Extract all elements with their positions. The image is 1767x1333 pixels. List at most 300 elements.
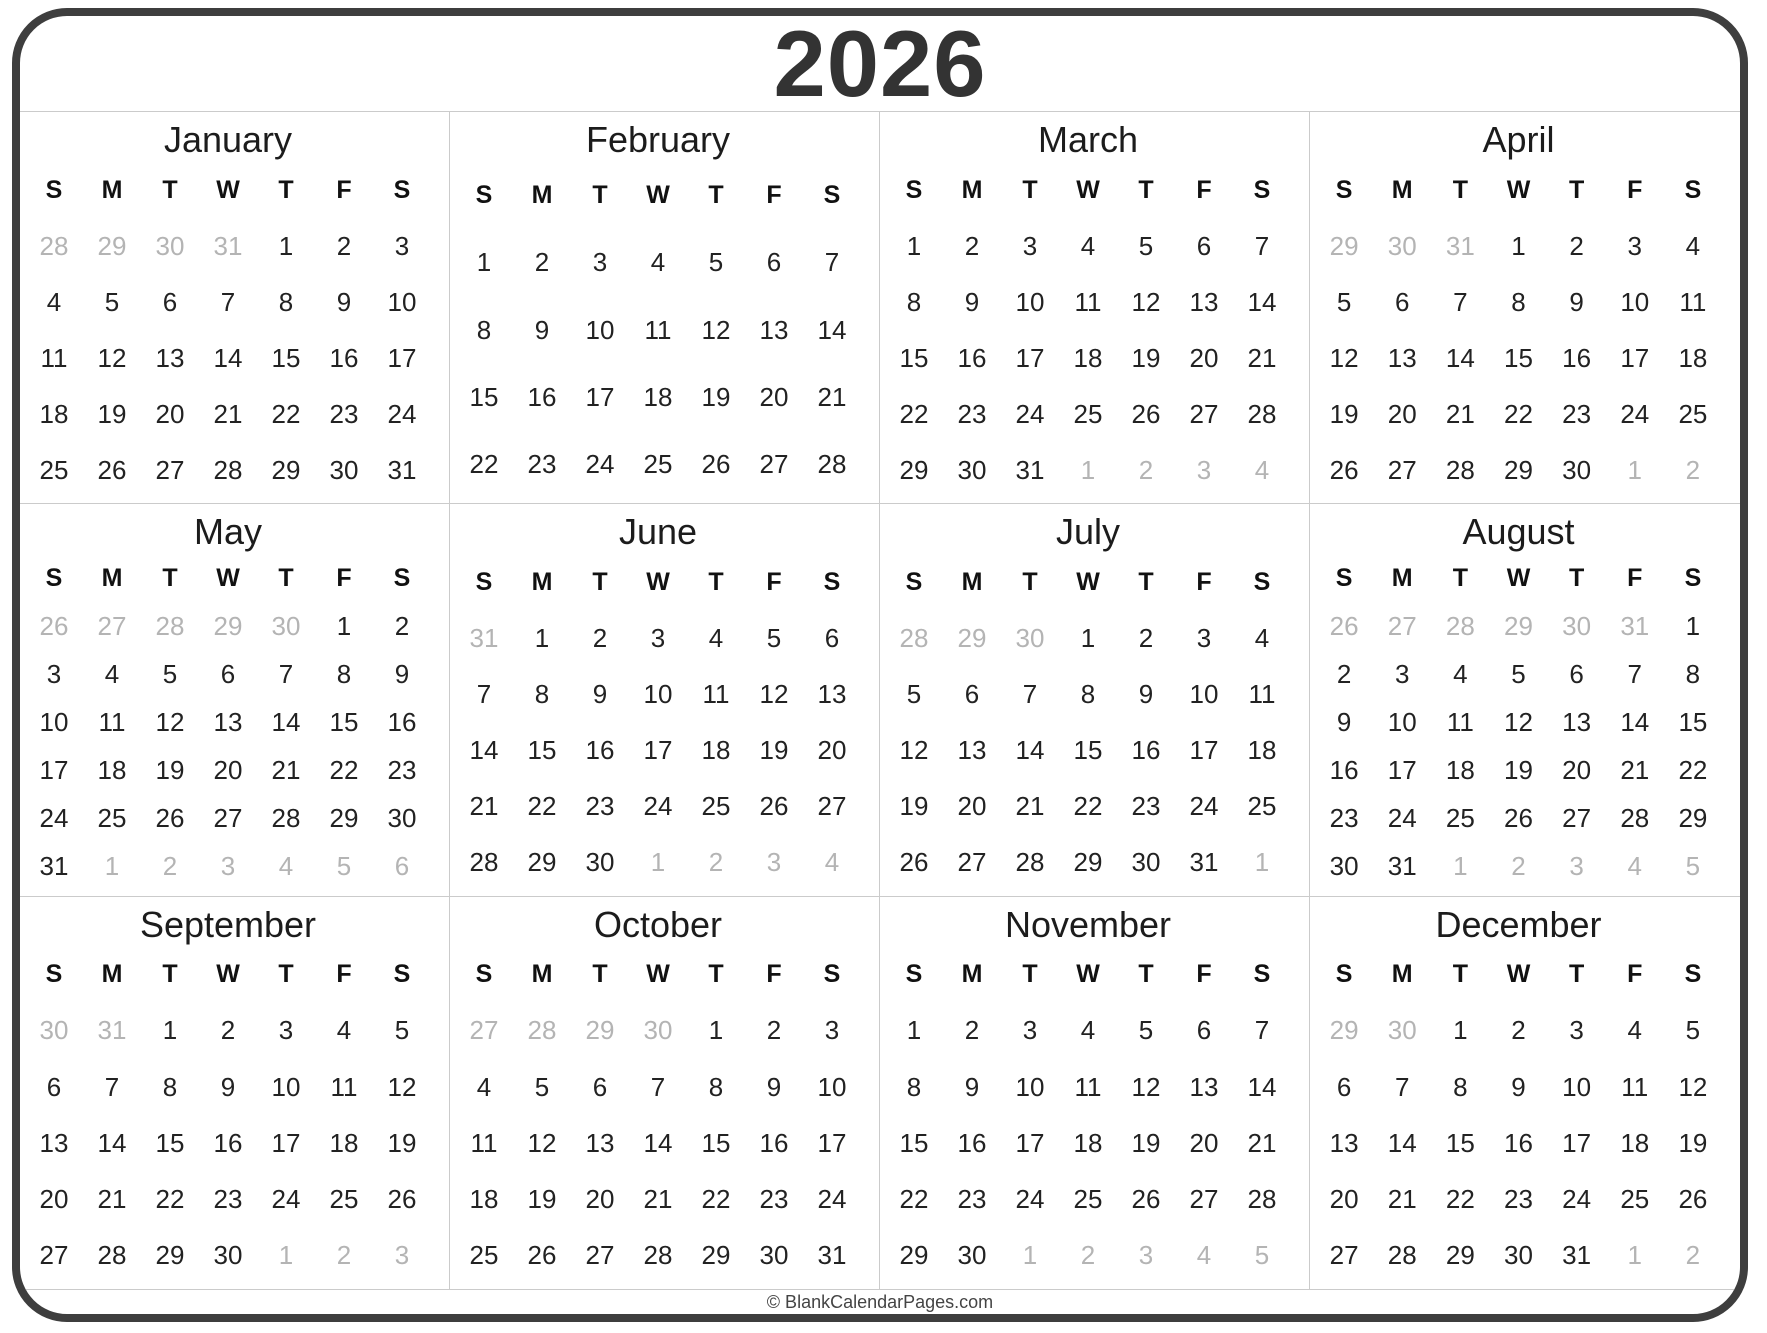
day-cell: 4 xyxy=(1254,622,1270,653)
day-cell: 28 xyxy=(1015,847,1045,878)
day-cell: 22 xyxy=(1445,1184,1475,1215)
day-cell: 8 xyxy=(1080,678,1096,709)
month-table xyxy=(455,554,861,890)
day-cell: 20 xyxy=(1189,1127,1219,1158)
adjacent-month-day-cell: 4 xyxy=(1254,454,1270,485)
weekday-header: M xyxy=(101,960,123,989)
day-cell: 24 xyxy=(1620,398,1650,429)
day-cell: 7 xyxy=(104,1071,120,1102)
adjacent-month-day-cell: 5 xyxy=(336,851,352,882)
day-cell: 4 xyxy=(650,247,666,278)
day-cell: 23 xyxy=(387,755,417,786)
day-cell: 3 xyxy=(1022,230,1038,261)
day-cell: 1 xyxy=(1685,610,1701,641)
day-cell: 27 xyxy=(1189,1184,1219,1215)
month-title: December xyxy=(1435,903,1602,945)
month-title: February xyxy=(585,119,731,160)
month-panel-july xyxy=(880,504,1310,896)
day-cell: 11 xyxy=(98,706,126,737)
day-cell: 3 xyxy=(394,230,410,261)
day-cell: 26 xyxy=(97,454,127,485)
weekday-header: S xyxy=(823,181,841,210)
day-cell: 7 xyxy=(1254,230,1270,261)
weekday-header-row xyxy=(455,554,861,610)
weekday-header: S xyxy=(1253,175,1271,204)
adjacent-month-day-cell: 31 xyxy=(1620,610,1650,641)
day-cell: 4 xyxy=(1685,230,1701,261)
weekday-header-row xyxy=(25,162,431,218)
week-row xyxy=(885,835,1291,891)
week-row xyxy=(885,218,1291,274)
day-cell: 2 xyxy=(394,610,410,641)
day-cell: 24 xyxy=(643,791,673,822)
day-cell: 12 xyxy=(1329,342,1359,373)
month-table xyxy=(455,947,861,1284)
day-cell: 16 xyxy=(759,1127,789,1158)
day-cell: 29 xyxy=(899,454,929,485)
day-cell: 8 xyxy=(1511,286,1526,317)
day-cell: 9 xyxy=(1336,706,1352,737)
month-panel-april xyxy=(1310,112,1740,504)
weekday-header: W xyxy=(646,567,670,596)
day-cell: 6 xyxy=(964,678,980,709)
day-cell: 8 xyxy=(906,286,922,317)
weekday-header: T xyxy=(1452,563,1468,592)
week-row xyxy=(25,1228,431,1284)
day-cell: 14 xyxy=(643,1127,673,1158)
week-row xyxy=(885,1172,1291,1228)
day-cell: 27 xyxy=(759,449,789,480)
day-cell: 13 xyxy=(1189,1071,1219,1102)
day-cell: 2 xyxy=(964,1015,980,1046)
month-table xyxy=(25,162,431,498)
day-cell: 19 xyxy=(1678,1127,1708,1158)
week-row xyxy=(1315,650,1722,698)
day-cell: 26 xyxy=(1329,454,1359,485)
day-cell: 27 xyxy=(585,1240,615,1271)
day-cell: 11 xyxy=(40,342,68,373)
day-cell: 18 xyxy=(469,1184,499,1215)
week-row xyxy=(25,1003,431,1059)
month-title: March xyxy=(1037,119,1139,160)
week-row xyxy=(1315,795,1722,843)
day-cell: 22 xyxy=(1678,755,1708,786)
day-cell: 16 xyxy=(527,381,557,412)
month-panel-february xyxy=(450,112,880,504)
adjacent-month-day-cell: 31 xyxy=(1445,230,1475,261)
day-cell: 1 xyxy=(476,247,492,278)
day-cell: 28 xyxy=(643,1240,673,1271)
day-cell: 24 xyxy=(585,449,615,480)
day-cell: 13 xyxy=(213,706,243,737)
day-cell: 7 xyxy=(1022,678,1038,709)
weekday-header: W xyxy=(1076,175,1100,204)
day-cell: 25 xyxy=(701,791,731,822)
day-cell: 12 xyxy=(1504,706,1533,737)
day-cell: 1 xyxy=(162,1015,178,1046)
day-cell: 17 xyxy=(817,1127,847,1158)
day-cell: 12 xyxy=(701,314,731,345)
adjacent-month-day-cell: 3 xyxy=(1196,454,1212,485)
adjacent-month-day-cell: 1 xyxy=(1453,851,1468,882)
day-cell: 17 xyxy=(1015,1127,1045,1158)
day-cell: 9 xyxy=(592,678,608,709)
adjacent-month-day-cell: 30 xyxy=(1387,1015,1417,1046)
day-cell: 12 xyxy=(1131,1071,1161,1102)
day-cell: 29 xyxy=(329,803,359,834)
weekday-header-row xyxy=(455,162,861,229)
weekday-header: T xyxy=(278,563,294,592)
day-cell: 12 xyxy=(1131,286,1161,317)
year-title: 2026 xyxy=(773,10,987,116)
day-cell: 20 xyxy=(1562,755,1592,786)
day-cell: 27 xyxy=(213,803,243,834)
day-cell: 30 xyxy=(329,454,359,485)
day-cell: 14 xyxy=(1247,286,1277,317)
day-cell: 13 xyxy=(817,678,847,709)
day-cell: 7 xyxy=(1394,1071,1410,1102)
adjacent-month-day-cell: 4 xyxy=(1627,851,1642,882)
week-row xyxy=(455,364,861,431)
day-cell: 28 xyxy=(97,1240,127,1271)
adjacent-month-day-cell: 3 xyxy=(394,1240,410,1271)
day-cell: 31 xyxy=(39,851,69,882)
day-cell: 29 xyxy=(155,1240,185,1271)
day-cell: 7 xyxy=(650,1071,666,1102)
weekday-header: W xyxy=(216,563,240,592)
day-cell: 13 xyxy=(155,342,185,373)
weekday-header: S xyxy=(905,960,923,989)
weekday-header: F xyxy=(336,563,352,592)
day-cell: 21 xyxy=(1620,755,1650,786)
month-title: October xyxy=(593,903,723,945)
month-panel-august xyxy=(1310,504,1740,896)
day-cell: 17 xyxy=(271,1127,301,1158)
week-row xyxy=(25,698,431,746)
day-cell: 11 xyxy=(1074,286,1102,317)
week-row xyxy=(455,666,861,722)
day-cell: 4 xyxy=(708,622,724,653)
month-title: November xyxy=(1004,903,1172,945)
day-cell: 23 xyxy=(1562,398,1592,429)
day-cell: 14 xyxy=(1247,1071,1277,1102)
day-cell: 21 xyxy=(817,381,847,412)
day-cell: 20 xyxy=(213,755,243,786)
day-cell: 7 xyxy=(220,286,236,317)
weekday-header: W xyxy=(646,960,670,989)
month-panel-june xyxy=(450,504,880,896)
day-cell: 11 xyxy=(1621,1071,1649,1102)
day-cell: 26 xyxy=(899,847,929,878)
day-cell: 18 xyxy=(329,1127,359,1158)
week-row xyxy=(1315,442,1722,498)
week-row xyxy=(885,666,1291,722)
week-row xyxy=(885,1059,1291,1115)
day-cell: 4 xyxy=(46,286,62,317)
week-row xyxy=(1315,386,1722,442)
weekday-header: S xyxy=(1335,175,1353,204)
adjacent-month-day-cell: 28 xyxy=(155,610,185,641)
day-cell: 23 xyxy=(1131,791,1161,822)
day-cell: 15 xyxy=(155,1127,185,1158)
weekday-header: T xyxy=(592,960,608,989)
day-cell: 24 xyxy=(1387,803,1417,834)
adjacent-month-day-cell: 4 xyxy=(824,847,840,878)
day-cell: 20 xyxy=(155,398,185,429)
weekday-header: T xyxy=(708,181,724,210)
weekday-header: F xyxy=(336,175,352,204)
weekday-header: F xyxy=(766,960,782,989)
adjacent-month-day-cell: 2 xyxy=(1511,851,1526,882)
week-row xyxy=(885,723,1291,779)
day-cell: 8 xyxy=(278,286,294,317)
day-cell: 7 xyxy=(476,678,492,709)
adjacent-month-day-cell: 4 xyxy=(278,851,294,882)
day-cell: 10 xyxy=(1015,1071,1045,1102)
day-cell: 10 xyxy=(39,706,69,737)
week-row xyxy=(25,386,431,442)
day-cell: 11 xyxy=(330,1071,358,1102)
day-cell: 19 xyxy=(1504,755,1533,786)
week-row xyxy=(25,442,431,498)
adjacent-month-day-cell: 2 xyxy=(1138,454,1154,485)
day-cell: 10 xyxy=(585,314,615,345)
day-cell: 13 xyxy=(1329,1127,1359,1158)
adjacent-month-day-cell: 30 xyxy=(39,1015,69,1046)
day-cell: 12 xyxy=(899,735,929,766)
week-row xyxy=(455,297,861,364)
day-cell: 26 xyxy=(701,449,731,480)
day-cell: 17 xyxy=(643,735,673,766)
day-cell: 7 xyxy=(278,658,294,689)
weekday-header: W xyxy=(1506,175,1531,204)
day-cell: 21 xyxy=(1247,342,1277,373)
day-cell: 20 xyxy=(1387,398,1417,429)
day-cell: 30 xyxy=(1329,851,1359,882)
month-panel-march xyxy=(880,112,1310,504)
day-cell: 6 xyxy=(1336,1071,1352,1102)
day-cell: 18 xyxy=(1073,342,1103,373)
day-cell: 5 xyxy=(906,678,922,709)
day-cell: 22 xyxy=(271,398,301,429)
month-table xyxy=(25,554,431,890)
day-cell: 9 xyxy=(766,1071,782,1102)
day-cell: 16 xyxy=(957,1127,987,1158)
week-row xyxy=(25,274,431,330)
day-cell: 14 xyxy=(1387,1127,1417,1158)
day-cell: 18 xyxy=(1247,735,1277,766)
day-cell: 27 xyxy=(155,454,185,485)
footer-band xyxy=(20,1290,1740,1314)
adjacent-month-day-cell: 3 xyxy=(220,851,236,882)
day-cell: 9 xyxy=(1138,678,1154,709)
day-cell: 16 xyxy=(329,342,359,373)
month-title: September xyxy=(139,903,317,945)
day-cell: 1 xyxy=(1080,622,1096,653)
day-cell: 2 xyxy=(1138,622,1154,653)
day-cell: 25 xyxy=(39,454,69,485)
day-cell: 5 xyxy=(534,1071,550,1102)
adjacent-month-day-cell: 29 xyxy=(957,622,987,653)
day-cell: 10 xyxy=(1015,286,1045,317)
month-title: May xyxy=(193,511,262,553)
adjacent-month-day-cell: 2 xyxy=(336,1240,352,1271)
weekday-header-row xyxy=(885,554,1291,610)
day-cell: 14 xyxy=(1620,706,1650,737)
day-cell: 24 xyxy=(39,803,69,834)
week-row xyxy=(1315,1172,1722,1228)
week-row xyxy=(455,1172,861,1228)
day-cell: 13 xyxy=(39,1127,69,1158)
day-cell: 11 xyxy=(1679,286,1707,317)
day-cell: 4 xyxy=(104,658,120,689)
week-row xyxy=(25,795,431,843)
adjacent-month-day-cell: 2 xyxy=(1080,1240,1096,1271)
day-cell: 23 xyxy=(957,1184,987,1215)
day-cell: 22 xyxy=(1073,791,1103,822)
day-cell: 13 xyxy=(1387,342,1417,373)
adjacent-month-day-cell: 31 xyxy=(469,622,499,653)
day-cell: 2 xyxy=(1569,230,1584,261)
weekday-header: T xyxy=(162,563,178,592)
weekday-header: T xyxy=(1022,960,1038,989)
day-cell: 9 xyxy=(220,1071,236,1102)
day-cell: 31 xyxy=(1387,851,1417,882)
day-cell: 28 xyxy=(271,803,301,834)
adjacent-month-day-cell: 30 xyxy=(1015,622,1045,653)
day-cell: 16 xyxy=(1562,342,1592,373)
month-table xyxy=(885,947,1291,1284)
day-cell: 8 xyxy=(1453,1071,1468,1102)
day-cell: 25 xyxy=(1073,398,1103,429)
weekday-header: M xyxy=(531,181,553,210)
day-cell: 3 xyxy=(1627,230,1642,261)
day-cell: 1 xyxy=(1453,1015,1468,1046)
weekday-header: T xyxy=(1022,567,1038,596)
day-cell: 21 xyxy=(469,791,499,822)
day-cell: 23 xyxy=(213,1184,243,1215)
adjacent-month-day-cell: 3 xyxy=(1569,851,1584,882)
day-cell: 3 xyxy=(650,622,666,653)
day-cell: 12 xyxy=(97,342,127,373)
day-cell: 24 xyxy=(1562,1184,1592,1215)
day-cell: 15 xyxy=(527,735,557,766)
day-cell: 22 xyxy=(899,398,929,429)
month-panel-december xyxy=(1310,897,1740,1289)
weekday-header-row xyxy=(25,947,431,1003)
weekday-header: M xyxy=(101,175,123,204)
day-cell: 27 xyxy=(1329,1240,1359,1271)
day-cell: 5 xyxy=(1336,286,1352,317)
day-cell: 14 xyxy=(271,706,301,737)
day-cell: 6 xyxy=(766,247,782,278)
day-cell: 30 xyxy=(957,1240,987,1271)
day-cell: 28 xyxy=(1387,1240,1417,1271)
week-row xyxy=(25,1115,431,1171)
day-cell: 18 xyxy=(1445,755,1475,786)
weekday-header: S xyxy=(393,960,411,989)
day-cell: 7 xyxy=(1254,1015,1270,1046)
day-cell: 7 xyxy=(824,247,840,278)
adjacent-month-day-cell: 2 xyxy=(708,847,724,878)
day-cell: 19 xyxy=(527,1184,557,1215)
month-table xyxy=(1315,947,1722,1284)
day-cell: 19 xyxy=(759,735,789,766)
week-row xyxy=(25,330,431,386)
day-cell: 28 xyxy=(1445,454,1475,485)
day-cell: 13 xyxy=(1189,286,1219,317)
weekday-header: S xyxy=(45,563,63,592)
day-cell: 4 xyxy=(1080,230,1096,261)
weekday-header: T xyxy=(1568,960,1585,989)
day-cell: 6 xyxy=(1394,286,1410,317)
week-row xyxy=(885,274,1291,330)
day-cell: 5 xyxy=(1511,658,1526,689)
adjacent-month-day-cell: 31 xyxy=(213,230,243,261)
weekday-header: F xyxy=(1196,175,1212,204)
weekday-header: T xyxy=(162,175,178,204)
day-cell: 29 xyxy=(701,1240,731,1271)
day-cell: 30 xyxy=(1562,454,1592,485)
weekday-header: T xyxy=(708,960,724,989)
adjacent-month-day-cell: 30 xyxy=(271,610,301,641)
day-cell: 1 xyxy=(278,230,294,261)
day-cell: 22 xyxy=(527,791,557,822)
weekday-header: S xyxy=(1684,175,1702,204)
day-cell: 11 xyxy=(1248,678,1276,709)
weekday-header: T xyxy=(1452,175,1468,204)
weekday-header: S xyxy=(1253,567,1271,596)
day-cell: 16 xyxy=(957,342,987,373)
adjacent-month-day-cell: 3 xyxy=(1138,1240,1154,1271)
weekday-header-row xyxy=(885,947,1291,1003)
day-cell: 14 xyxy=(817,314,847,345)
day-cell: 28 xyxy=(1620,803,1650,834)
day-cell: 24 xyxy=(271,1184,301,1215)
weekday-header: T xyxy=(1138,960,1154,989)
month-title: July xyxy=(1055,511,1121,553)
adjacent-month-day-cell: 1 xyxy=(1254,847,1270,878)
day-cell: 1 xyxy=(1511,230,1526,261)
day-cell: 22 xyxy=(155,1184,185,1215)
month-table xyxy=(1315,554,1722,890)
day-cell: 8 xyxy=(708,1071,724,1102)
day-cell: 31 xyxy=(1562,1240,1592,1271)
week-row xyxy=(455,723,861,779)
day-cell: 20 xyxy=(759,381,789,412)
week-row xyxy=(885,610,1291,666)
day-cell: 28 xyxy=(469,847,499,878)
day-cell: 14 xyxy=(213,342,243,373)
day-cell: 17 xyxy=(1387,755,1417,786)
day-cell: 10 xyxy=(817,1071,847,1102)
adjacent-month-day-cell: 26 xyxy=(1329,610,1359,641)
week-row xyxy=(1315,747,1722,795)
week-row xyxy=(885,1115,1291,1171)
day-cell: 4 xyxy=(1453,658,1468,689)
day-cell: 11 xyxy=(1446,706,1474,737)
day-cell: 13 xyxy=(957,735,987,766)
day-cell: 22 xyxy=(1504,398,1533,429)
day-cell: 1 xyxy=(534,622,550,653)
month-title: August xyxy=(1462,511,1575,553)
week-row xyxy=(455,229,861,296)
weekday-header-row xyxy=(1315,554,1722,602)
day-cell: 24 xyxy=(387,398,417,429)
day-cell: 29 xyxy=(1073,847,1103,878)
day-cell: 24 xyxy=(1189,791,1219,822)
weekday-header: W xyxy=(646,181,670,210)
